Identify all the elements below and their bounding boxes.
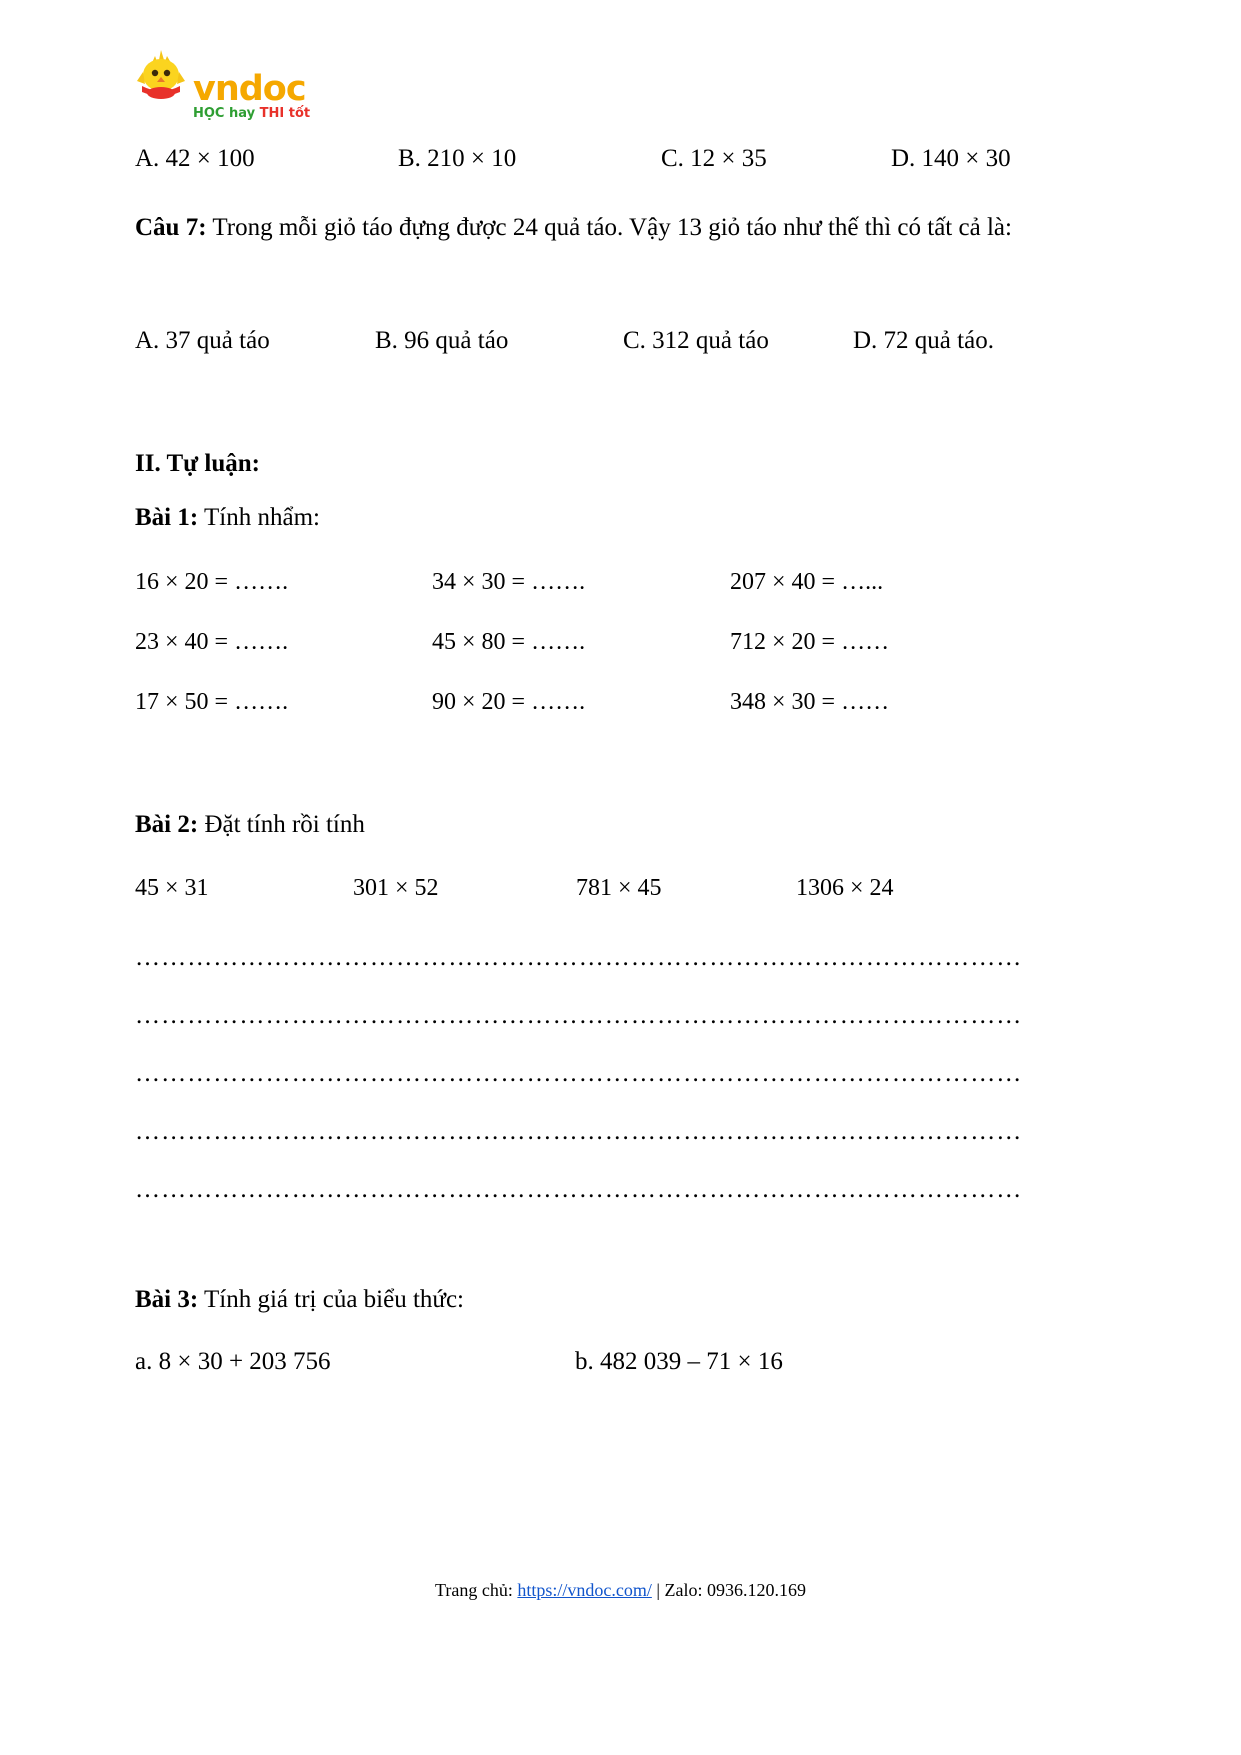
question7-paragraph <box>135 208 1105 249</box>
question7-options-row <box>135 322 1105 360</box>
bai1-row-2 <box>135 626 1105 660</box>
tagline-hay: hay <box>229 106 256 121</box>
bai2-item-1: 45 × 31 <box>135 875 209 901</box>
question7-label: Câu 7: <box>135 214 207 241</box>
bai1-item-2-3: 712 × 20 = …… <box>730 629 890 655</box>
answer-line-3: ………………………………………………………………………………………… <box>135 1061 1023 1086</box>
bai1-item-2-1: 23 × 40 = ……. <box>135 629 289 655</box>
answer-line-1: ………………………………………………………………………………………… <box>135 945 1023 970</box>
bai1-row-3 <box>135 686 1105 720</box>
bai2-item-4: 1306 × 24 <box>796 875 894 901</box>
question6-option-b: B. 210 × 10 <box>398 145 517 172</box>
footer-prefix: Trang chủ: <box>435 1580 518 1600</box>
bai2-heading <box>135 805 365 846</box>
chick-mascot-icon <box>135 48 187 106</box>
answer-line-5: ………………………………………………………………………………………… <box>135 1177 1023 1202</box>
bai1-item-3-3: 348 × 30 = …… <box>730 689 890 715</box>
question7-option-b: B. 96 quả táo <box>375 327 509 354</box>
bai1-item-2-2: 45 × 80 = ……. <box>432 629 586 655</box>
bai2-item-2: 301 × 52 <box>353 875 439 901</box>
bai1-title: Tính nhẩm: <box>198 504 320 531</box>
logo-wordmark: vndoc <box>193 69 306 109</box>
footer-link[interactable]: https://vndoc.com/ <box>517 1580 652 1600</box>
bai3-label: Bài 3: <box>135 1286 199 1313</box>
question6-option-a: A. 42 × 100 <box>135 145 255 172</box>
bai1-item-1-3: 207 × 40 = …... <box>730 569 884 595</box>
page-footer <box>0 1580 1241 1601</box>
tagline-tot: tốt <box>288 106 311 121</box>
question6-option-d: D. 140 × 30 <box>891 145 1011 172</box>
bai1-item-3-2: 90 × 20 = ……. <box>432 689 586 715</box>
bai1-label: Bài 1: <box>135 504 199 531</box>
bai2-label: Bài 2: <box>135 811 199 838</box>
answer-line-2: ………………………………………………………………………………………… <box>135 1003 1023 1028</box>
bai3-item-a: a. 8 × 30 + 203 756 <box>135 1348 331 1375</box>
answer-line-4: ………………………………………………………………………………………… <box>135 1119 1023 1144</box>
section-tu-luan-heading: II. Tự luận: <box>135 450 261 477</box>
vndoc-logo <box>135 48 335 121</box>
bai3-item-b: b. 482 039 – 71 × 16 <box>575 1348 783 1375</box>
bai1-item-1-1: 16 × 20 = ……. <box>135 569 289 595</box>
bai1-item-3-1: 17 × 50 = ……. <box>135 689 289 715</box>
bai2-items-row <box>135 872 1105 906</box>
logo-tagline <box>193 107 335 121</box>
bai1-item-1-2: 34 × 30 = ……. <box>432 569 586 595</box>
question7-text: Trong mỗi giỏ táo đựng được 24 quả táo. Vậy 13 giỏ táo như thế thì có tất cả là: <box>206 214 1012 241</box>
tagline-thi: THI <box>259 106 285 121</box>
bai3-title: Tính giá trị của biểu thức: <box>198 1286 464 1313</box>
logo-row <box>135 48 335 109</box>
question6-options-row <box>135 140 1105 178</box>
bai2-item-3: 781 × 45 <box>576 875 662 901</box>
bai3-heading <box>135 1280 464 1321</box>
question6-option-c: C. 12 × 35 <box>661 145 767 172</box>
bai1-row-1 <box>135 566 1105 600</box>
bai1-heading <box>135 498 320 539</box>
question7-option-c: C. 312 quả táo <box>623 327 769 354</box>
question7-option-d: D. 72 quả táo. <box>853 327 994 354</box>
tagline-hoc: HỌC <box>193 106 225 121</box>
question7-option-a: A. 37 quả táo <box>135 327 270 354</box>
bai3-items-row <box>135 1344 1105 1379</box>
bai2-title: Đặt tính rồi tính <box>198 811 365 838</box>
footer-suffix: | Zalo: 0936.120.169 <box>651 1580 806 1600</box>
